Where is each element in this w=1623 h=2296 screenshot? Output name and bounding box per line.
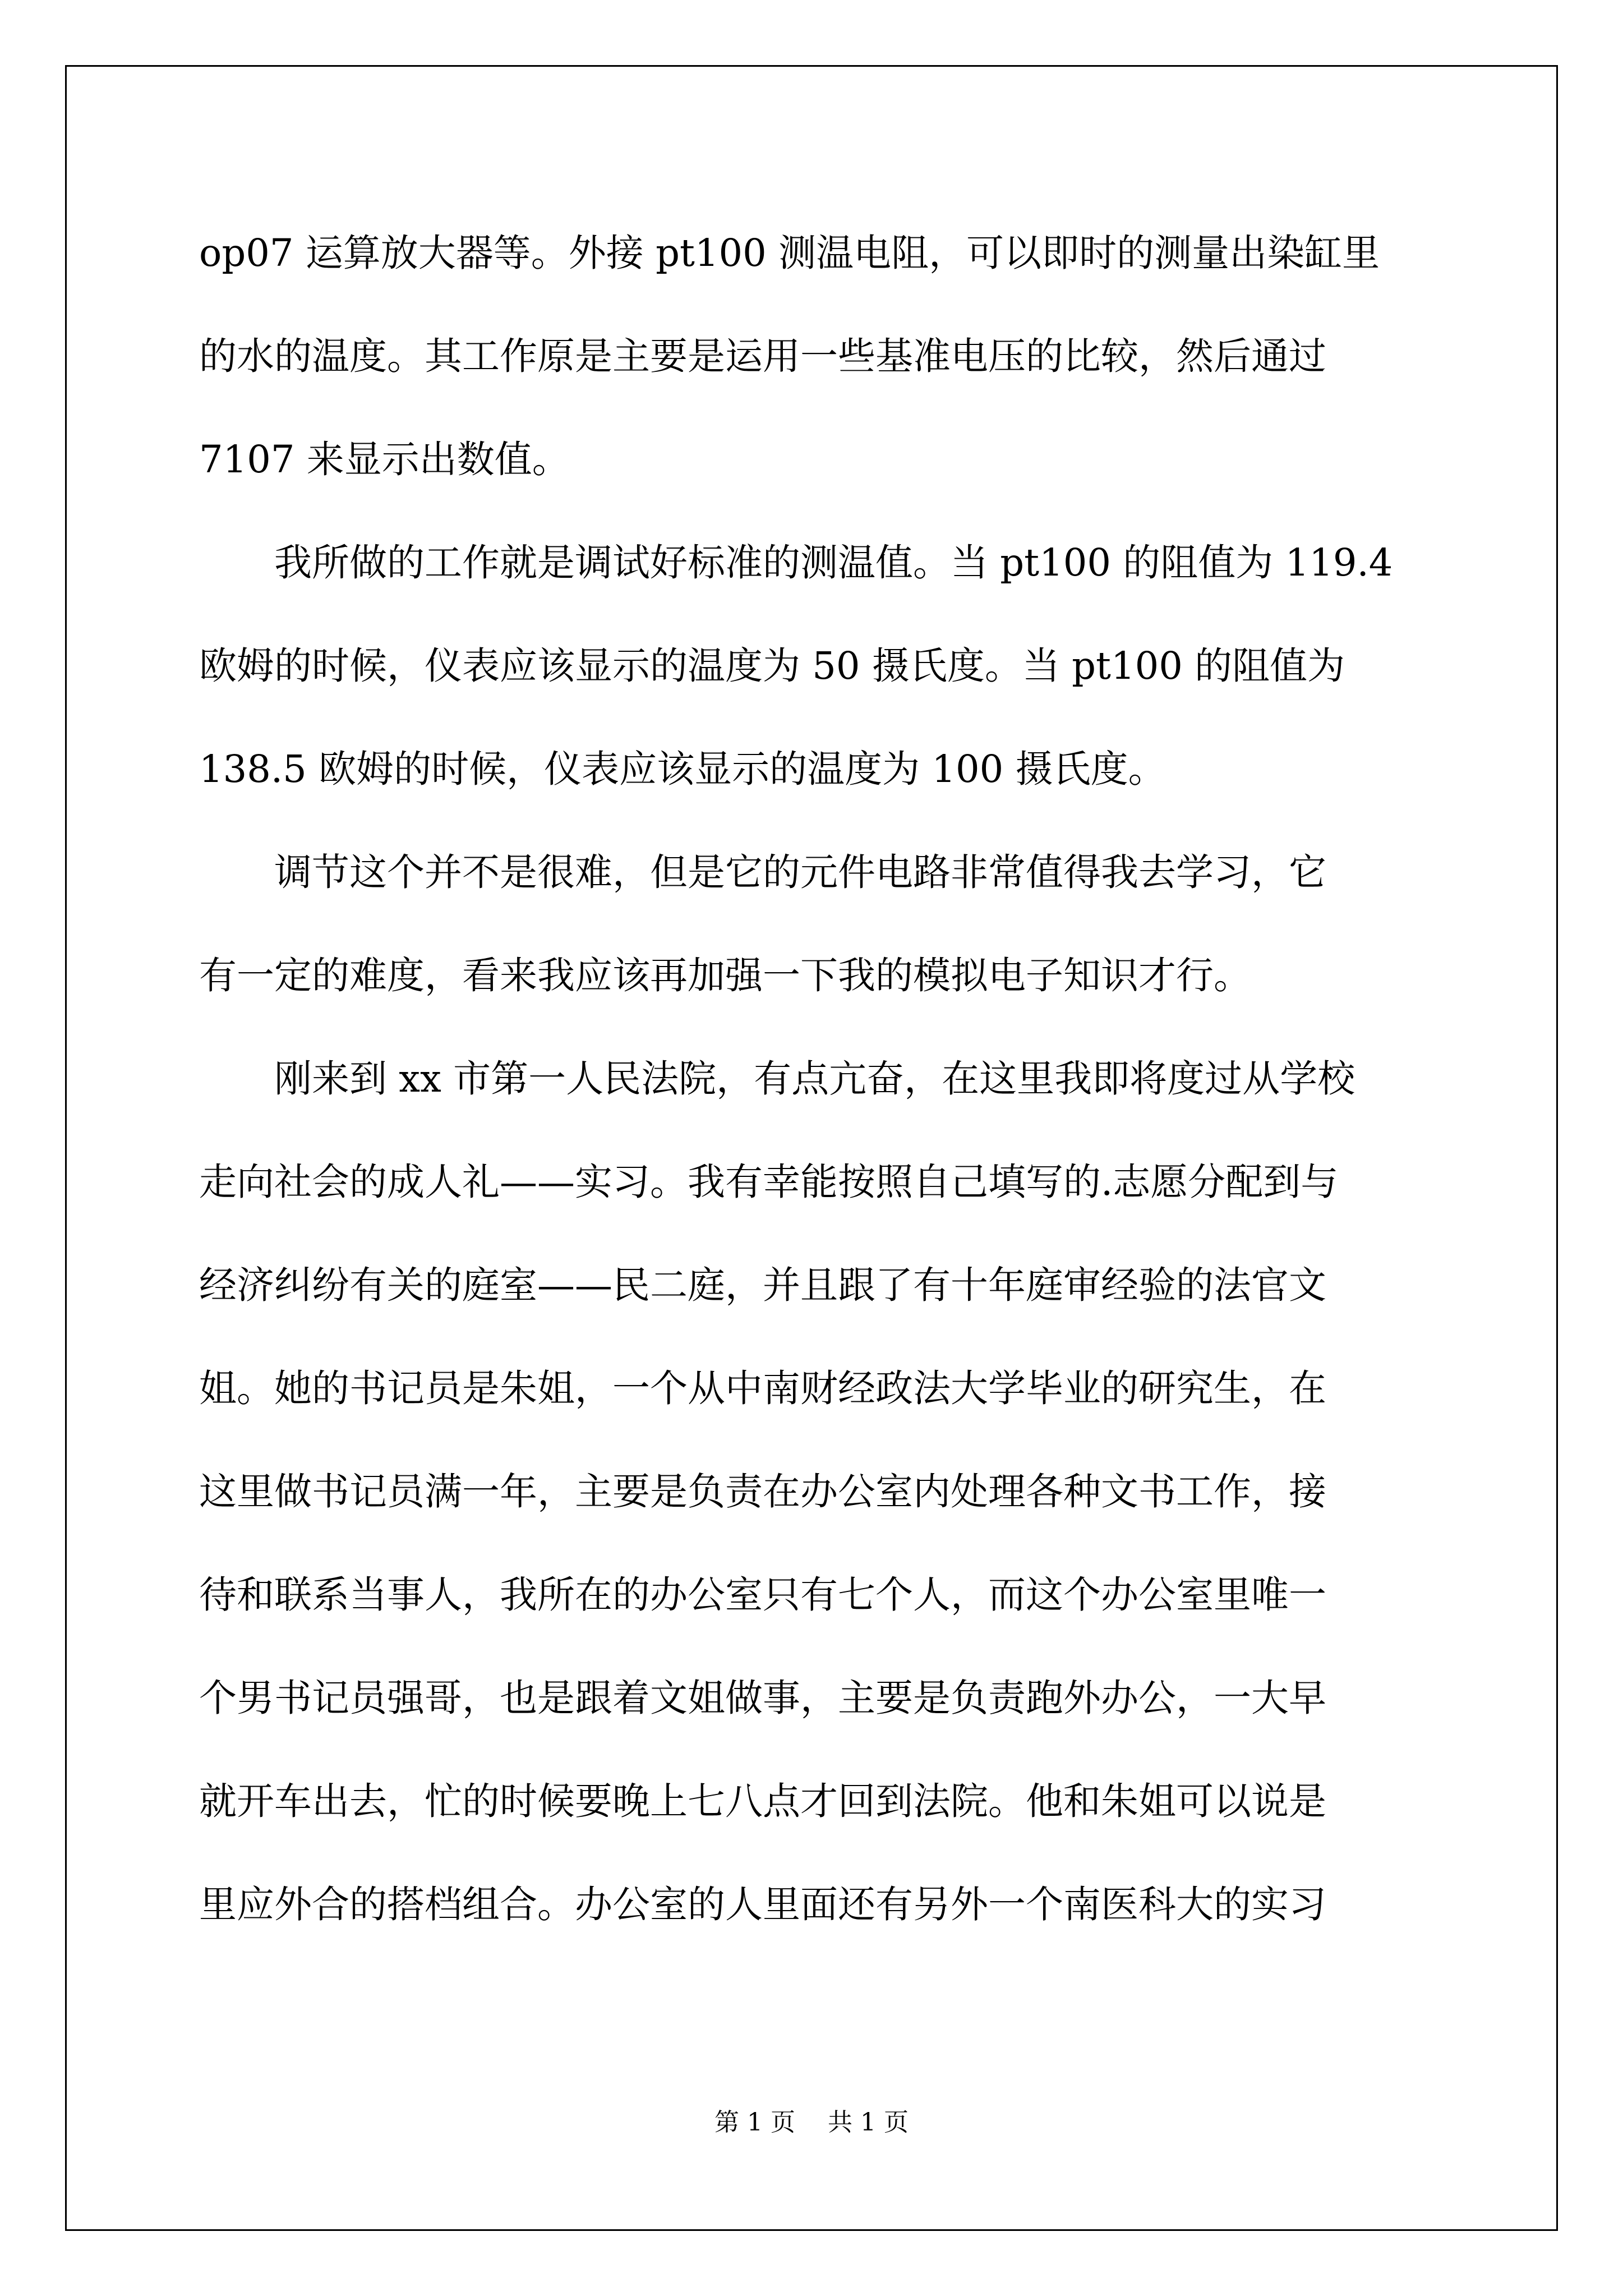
text-line: 7107 来显示出数值。 — [199, 438, 570, 481]
text-line: 138.5 欧姆的时候，仪表应该显示的温度为 100 摄氏度。 — [199, 747, 1166, 791]
text-line: 就开车出去，忙的时候要晚上七八点才回到法院。他和朱姐可以说是 — [199, 1779, 1326, 1823]
text-line: 经济纠纷有关的庭室——民二庭，并且跟了有十年庭审经验的法官文 — [199, 1263, 1326, 1307]
text-line: 这里做书记员满一年，主要是负责在办公室内处理各种文书工作，接 — [199, 1470, 1326, 1513]
text-line: 我所做的工作就是调试好标准的测温值。当 pt100 的阻值为 119.4 — [199, 541, 1393, 585]
page-number-footer: 第 1 页 共 1 页 — [714, 2108, 909, 2137]
text-line: 姐。她的书记员是朱姐，一个从中南财经政法大学毕业的研究生，在 — [199, 1366, 1326, 1410]
text-line: 待和联系当事人，我所在的办公室只有七个人，而这个办公室里唯一 — [199, 1573, 1326, 1617]
text-line: 走向社会的成人礼——实习。我有幸能按照自己填写的.志愿分配到与 — [199, 1160, 1339, 1204]
text-line: 刚来到 xx 市第一人民法院，有点亢奋，在这里我即将度过从学校 — [199, 1057, 1355, 1101]
text-line: 个男书记员强哥，也是跟着文姐做事，主要是负责跑外办公，一大早 — [199, 1676, 1326, 1720]
text-line: 有一定的难度，看来我应该再加强一下我的模拟电子知识才行。 — [199, 954, 1251, 997]
text-line: 调节这个并不是很难，但是它的元件电路非常值得我去学习，它 — [199, 850, 1326, 894]
text-line: 的水的温度。其工作原是主要是运用一些基准电压的比较，然后通过 — [199, 334, 1326, 378]
text-line: 里应外合的搭档组合。办公室的人里面还有另外一个南医科大的实习 — [199, 1883, 1326, 1926]
text-line: 欧姆的时候，仪表应该显示的温度为 50 摄氏度。当 pt100 的阻值为 — [199, 644, 1345, 688]
text-line: op07 运算放大器等。外接 pt100 测温电阻，可以即时的测量出染缸里 — [199, 231, 1380, 275]
